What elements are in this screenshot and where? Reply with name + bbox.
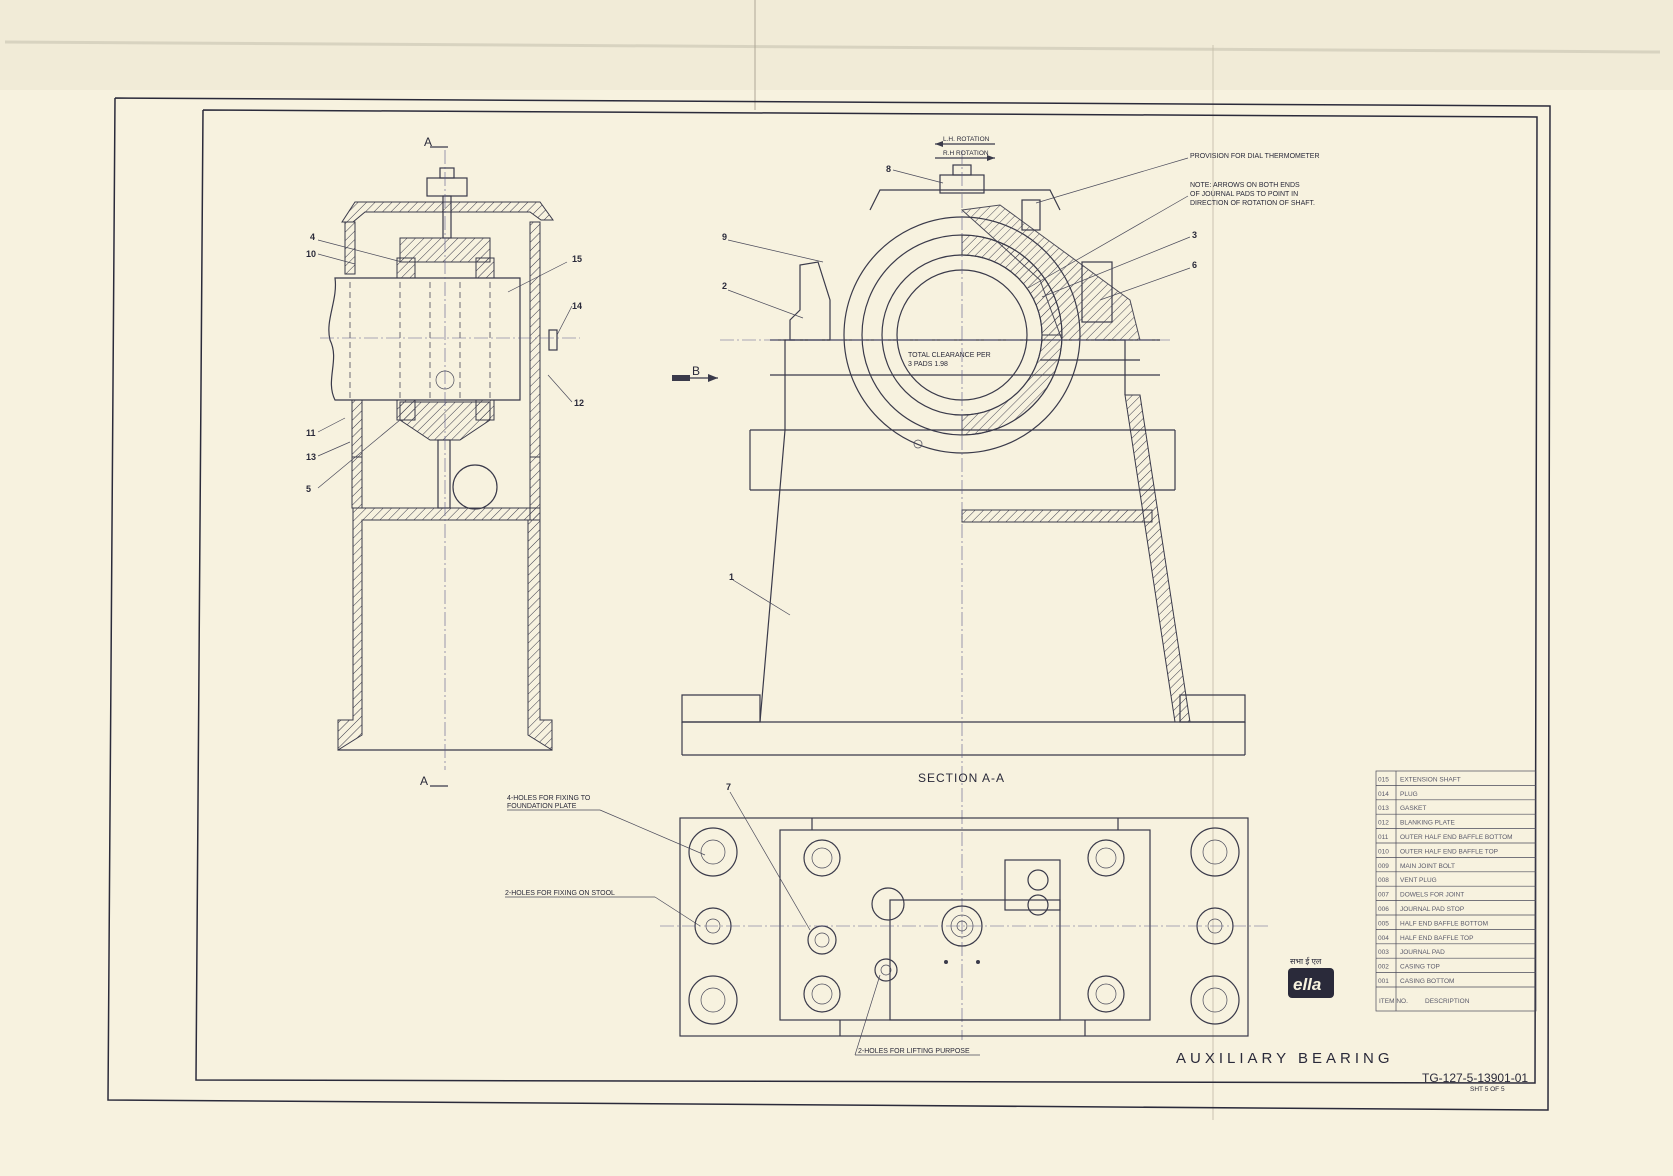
parts-header-item: ITEM NO.	[1379, 998, 1408, 1005]
holes-foundation-2: FOUNDATION PLATE	[507, 803, 577, 810]
sheet-border	[108, 98, 1550, 1110]
note-line-3: DIRECTION OF ROTATION OF SHAFT.	[1190, 200, 1315, 207]
parts-row-description: PLUG	[1400, 790, 1418, 798]
item-number: 8	[886, 164, 892, 174]
parts-row-number: 010	[1378, 848, 1389, 856]
parts-row-number: 004	[1378, 934, 1389, 942]
side-section-view	[320, 150, 583, 770]
parts-row-description: MAIN JOINT BOLT	[1400, 862, 1456, 870]
logo-script: सभा ई एल	[1290, 957, 1322, 966]
parts-row-number: 005	[1378, 920, 1389, 928]
item-number: 7	[726, 782, 732, 792]
item-number: 2	[722, 281, 728, 291]
parts-row-description: VENT PLUG	[1400, 877, 1437, 885]
drawing-title: AUXILIARY BEARING	[1176, 1050, 1394, 1067]
section-mark-bottom: A	[420, 774, 429, 788]
parts-row-description: JOURNAL PAD STOP	[1400, 906, 1465, 913]
section-title: SECTION A-A	[918, 771, 1006, 785]
parts-row-number: 013	[1378, 805, 1389, 813]
parts-list	[1376, 771, 1536, 1011]
holes-stool: 2-HOLES FOR FIXING ON STOOL	[505, 890, 615, 897]
section-mark-top: A	[424, 135, 433, 149]
parts-row-number: 002	[1378, 963, 1389, 971]
rh-rotation-label: R.H ROTATION	[943, 150, 989, 157]
item-number: 12	[574, 398, 585, 408]
item-number: 3	[1192, 230, 1198, 240]
item-number: 6	[1192, 260, 1198, 270]
parts-row-number: 006	[1378, 906, 1389, 913]
parts-row-description: CASING BOTTOM	[1400, 978, 1455, 985]
parts-row-description: JOURNAL PAD	[1400, 949, 1445, 957]
item-number: 9	[722, 232, 728, 242]
parts-row-number: 011	[1378, 834, 1389, 841]
company-logo	[1288, 956, 1334, 998]
parts-row-description: HALF END BAFFLE TOP	[1400, 934, 1474, 942]
parts-row-number: 014	[1378, 790, 1389, 798]
parts-row-description: GASKET	[1400, 805, 1427, 813]
note-line-2: OF JOURNAL PADS TO POINT IN	[1190, 191, 1299, 198]
item-number: 14	[572, 301, 583, 311]
parts-row-description: CASING TOP	[1400, 963, 1440, 971]
item-number: 11	[306, 428, 316, 438]
holes-lifting: 2-HOLES FOR LIFTING PURPOSE	[858, 1048, 970, 1055]
parts-row-description: BLANKING PLATE	[1400, 819, 1455, 827]
front-view	[672, 141, 1245, 1040]
view-b-label: B	[692, 364, 701, 378]
parts-row-number: 003	[1378, 949, 1389, 957]
parts-row-description: HALF END BAFFLE BOTTOM	[1400, 920, 1489, 928]
parts-row-description: EXTENSION SHAFT	[1400, 776, 1461, 784]
parts-row-number: 012	[1378, 819, 1389, 827]
parts-row-description: OUTER HALF END BAFFLE TOP	[1400, 848, 1499, 856]
parts-row-number: 008	[1378, 877, 1389, 885]
parts-row-number: 001	[1378, 978, 1389, 985]
parts-row-description: OUTER HALF END BAFFLE BOTTOM	[1400, 834, 1513, 841]
item-number: 15	[572, 254, 583, 264]
parts-row-number: 009	[1378, 862, 1389, 870]
parts-header-desc: DESCRIPTION	[1425, 998, 1470, 1005]
parts-row-description: DOWELS FOR JOINT	[1400, 891, 1465, 899]
item-number: 5	[306, 484, 312, 494]
thermometer-label: PROVISION FOR DIAL THERMOMETER	[1190, 153, 1320, 160]
note-line-1: NOTE: ARROWS ON BOTH ENDS	[1190, 182, 1300, 189]
logo-text: ella	[1293, 975, 1322, 994]
clearance-line-1: TOTAL CLEARANCE PER	[908, 352, 991, 359]
item-number: 10	[306, 249, 317, 259]
item-number: 13	[306, 452, 317, 462]
sheet-number: SHT 5 OF 5	[1470, 1086, 1505, 1093]
item-number: 4	[310, 232, 316, 242]
drawing-number: TG-127-5-13901-01	[1422, 1071, 1529, 1085]
clearance-line-2: 3 PADS 1.98	[908, 361, 948, 368]
plan-view	[660, 818, 1270, 1036]
parts-row-number: 007	[1378, 891, 1389, 899]
lh-rotation-label: L.H. ROTATION	[943, 136, 990, 143]
parts-row-number: 015	[1378, 776, 1389, 784]
item-number: 1	[729, 572, 735, 582]
holes-foundation-1: 4-HOLES FOR FIXING TO	[507, 795, 591, 802]
